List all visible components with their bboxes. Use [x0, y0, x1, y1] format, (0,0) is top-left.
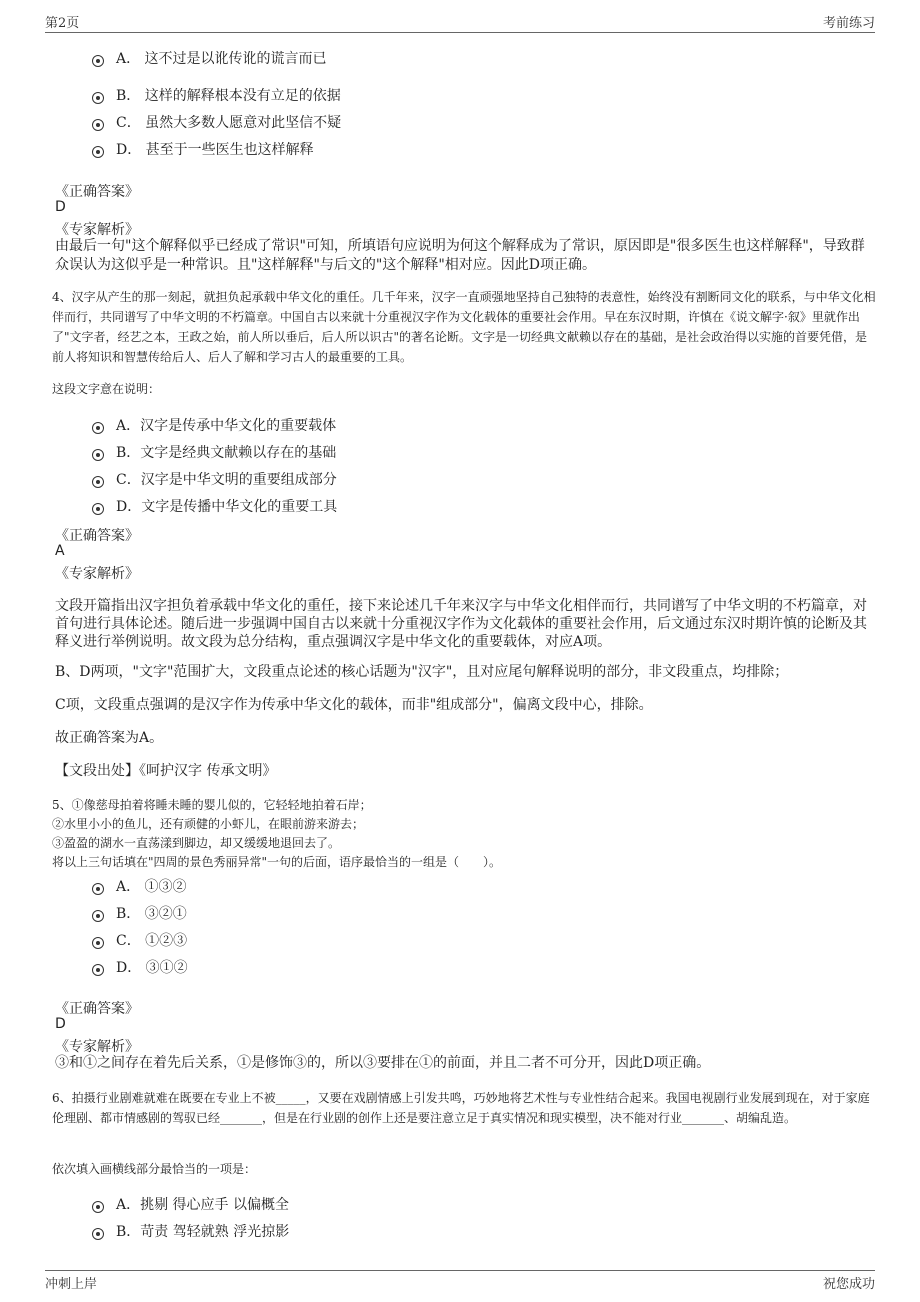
question-prompt: 依次填入画横线部分最恰当的一项是： [52, 1162, 257, 1176]
q3-option-a[interactable]: A． 这不过是以讹传讹的谎言而已 [92, 48, 327, 68]
q6-option-a[interactable]: A．挑剔 得心应手 以偏概全 [92, 1194, 289, 1214]
radio-icon[interactable] [92, 1228, 104, 1240]
analysis-paragraph: 故正确答案为A。 [55, 730, 164, 746]
question-stem-line: 将以上三句话填在"四周的景色秀丽异常"一句的后面，语序最恰当的一组是（ ）。 [52, 855, 502, 869]
radio-icon[interactable] [92, 55, 104, 67]
radio-icon[interactable] [92, 883, 104, 895]
analysis-paragraph: 文段开篇指出汉字担负着承载中华文化的重任，接下来论述几千年来汉字与中华文化相伴而行，共同谱写了中华文明的不朽篇章，对首句进行具体论述。随后进一步强调中国自古以来就十分重视汉字作为文化载体的重要社会作用，后文通过东汉时期许慎的论断及其释义进行举例说明。故文段为总分结构，重点强调汉字是中华文化的重要载体，对应A项。 [55, 598, 867, 650]
radio-icon[interactable] [92, 476, 104, 488]
radio-icon[interactable] [92, 1201, 104, 1213]
radio-icon[interactable] [92, 146, 104, 158]
q5-option-a[interactable]: A． ①③② [92, 876, 187, 896]
analysis-text: ③和①之间存在着先后关系，①是修饰③的，所以③要排在①的前面，并且二者不可分开，因此D项正确。 [55, 1055, 711, 1071]
q6-option-b[interactable]: B．苛责 驾轻就熟 浮光掠影 [92, 1221, 289, 1241]
q3-option-c[interactable]: C． 虽然大多数人愿意对此坚信不疑 [92, 112, 341, 132]
radio-icon[interactable] [92, 964, 104, 976]
q5-option-c[interactable]: C． ①②③ [92, 930, 187, 950]
q3-option-b[interactable]: B． 这样的解释根本没有立足的依据 [92, 85, 341, 105]
radio-icon[interactable] [92, 449, 104, 461]
page-header [45, 12, 875, 33]
radio-icon[interactable] [92, 910, 104, 922]
q5-option-b[interactable]: B． ③②① [92, 903, 187, 923]
radio-icon[interactable] [92, 422, 104, 434]
analysis-label: 《专家解析》 [55, 222, 139, 238]
answer-value: A [55, 543, 65, 559]
source-citation: 【文段出处】《呵护汉字 传承文明》 [55, 763, 277, 779]
answer-value: D [55, 199, 66, 215]
page-number: 第2页 [45, 16, 80, 31]
q5-option-d[interactable]: D． ③①② [92, 957, 188, 977]
q4-option-c[interactable]: C．汉字是中华文明的重要组成部分 [92, 469, 337, 489]
question-stem: 4、汉字从产生的那一刻起，就担负起承载中华文化的重任。几千年来，汉字一直顽强地坚持自己独特的表意性，始终没有割断同文化的联系，与中华文化相伴而行，共同谱写了中华文明的不朽篇章。中国自古以来就十分重视汉字作为文化载体的重要社会作用。早在东汉时期，许慎在《说文解字·叙》里就作出了"文字者，经艺之本，王政之始，前人所以垂后，后人所以识古"的著名论断。文字是一切经典文献赖以存在的基础，是社会政治得以实施的首要凭借，是前人将知识和智慧传给后人、后人了解和学习古人的最重要的工具。 [52, 290, 876, 364]
answer-label: 《正确答案》 [55, 1001, 139, 1017]
radio-icon[interactable] [92, 119, 104, 131]
answer-label: 《正确答案》 [55, 528, 139, 544]
analysis-paragraph: B、D两项，"文字"范围扩大，文段重点论述的核心话题为"汉字"，且对应尾句解释说明的部分，非文段重点，均排除； [55, 664, 789, 680]
footer-left-text: 冲刺上岸 [45, 1277, 98, 1292]
question-stem-line: ③盈盈的湖水一直荡漾到脚边，却又缓缓地退回去了。 [52, 836, 341, 850]
q3-option-d[interactable]: D． 甚至于一些医生也这样解释 [92, 139, 314, 159]
analysis-label: 《专家解析》 [55, 1039, 139, 1055]
analysis-label: 《专家解析》 [55, 566, 139, 582]
question-prompt: 这段文字意在说明： [52, 382, 161, 396]
footer-right-text: 祝您成功 [822, 1277, 875, 1292]
question-stem: 6、拍摄行业剧难就难在既要在专业上不被_____，又要在戏剧情感上引发共鸣，巧妙地将艺术性与专业性结合起来。我国电视剧行业发展到现在，对于家庭伦理剧、都市情感剧的驾驭已经_______，但是在行业剧的创作上还是要注意立足于真实情况和现实模型，决不能对行业_______、胡编乱造。 [52, 1091, 870, 1125]
radio-icon[interactable] [92, 937, 104, 949]
answer-value: D [55, 1016, 66, 1032]
q4-option-b[interactable]: B．文字是经典文献赖以存在的基础 [92, 442, 336, 462]
question-stem-line: ②水里小小的鱼儿，还有顽健的小虾儿，在眼前游来游去； [52, 817, 365, 831]
q4-option-d[interactable]: D．文字是传播中华文化的重要工具 [92, 496, 337, 516]
answer-label: 《正确答案》 [55, 184, 139, 200]
q4-option-a[interactable]: A．汉字是传承中华文化的重要载体 [92, 415, 336, 435]
header-title: 考前练习 [822, 16, 875, 31]
analysis-paragraph: C项，文段重点强调的是汉字作为传承中华文化的载体，而非"组成部分"，偏离文段中心，排除。 [55, 697, 653, 713]
question-stem-line: 5、①像慈母拍着将睡未睡的婴儿似的，它轻轻地拍着石岸； [52, 798, 372, 812]
radio-icon[interactable] [92, 92, 104, 104]
radio-icon[interactable] [92, 503, 104, 515]
analysis-text: 由最后一句"这个解释似乎已经成了常识"可知，所填语句应说明为何这个解释成为了常识，原因即是"很多医生也这样解释"，导致群众误认为这似乎是一种常识。且"这样解释"与后文的"这个解释"相对应。因此D项正确。 [55, 238, 865, 273]
page-footer [45, 1270, 875, 1293]
